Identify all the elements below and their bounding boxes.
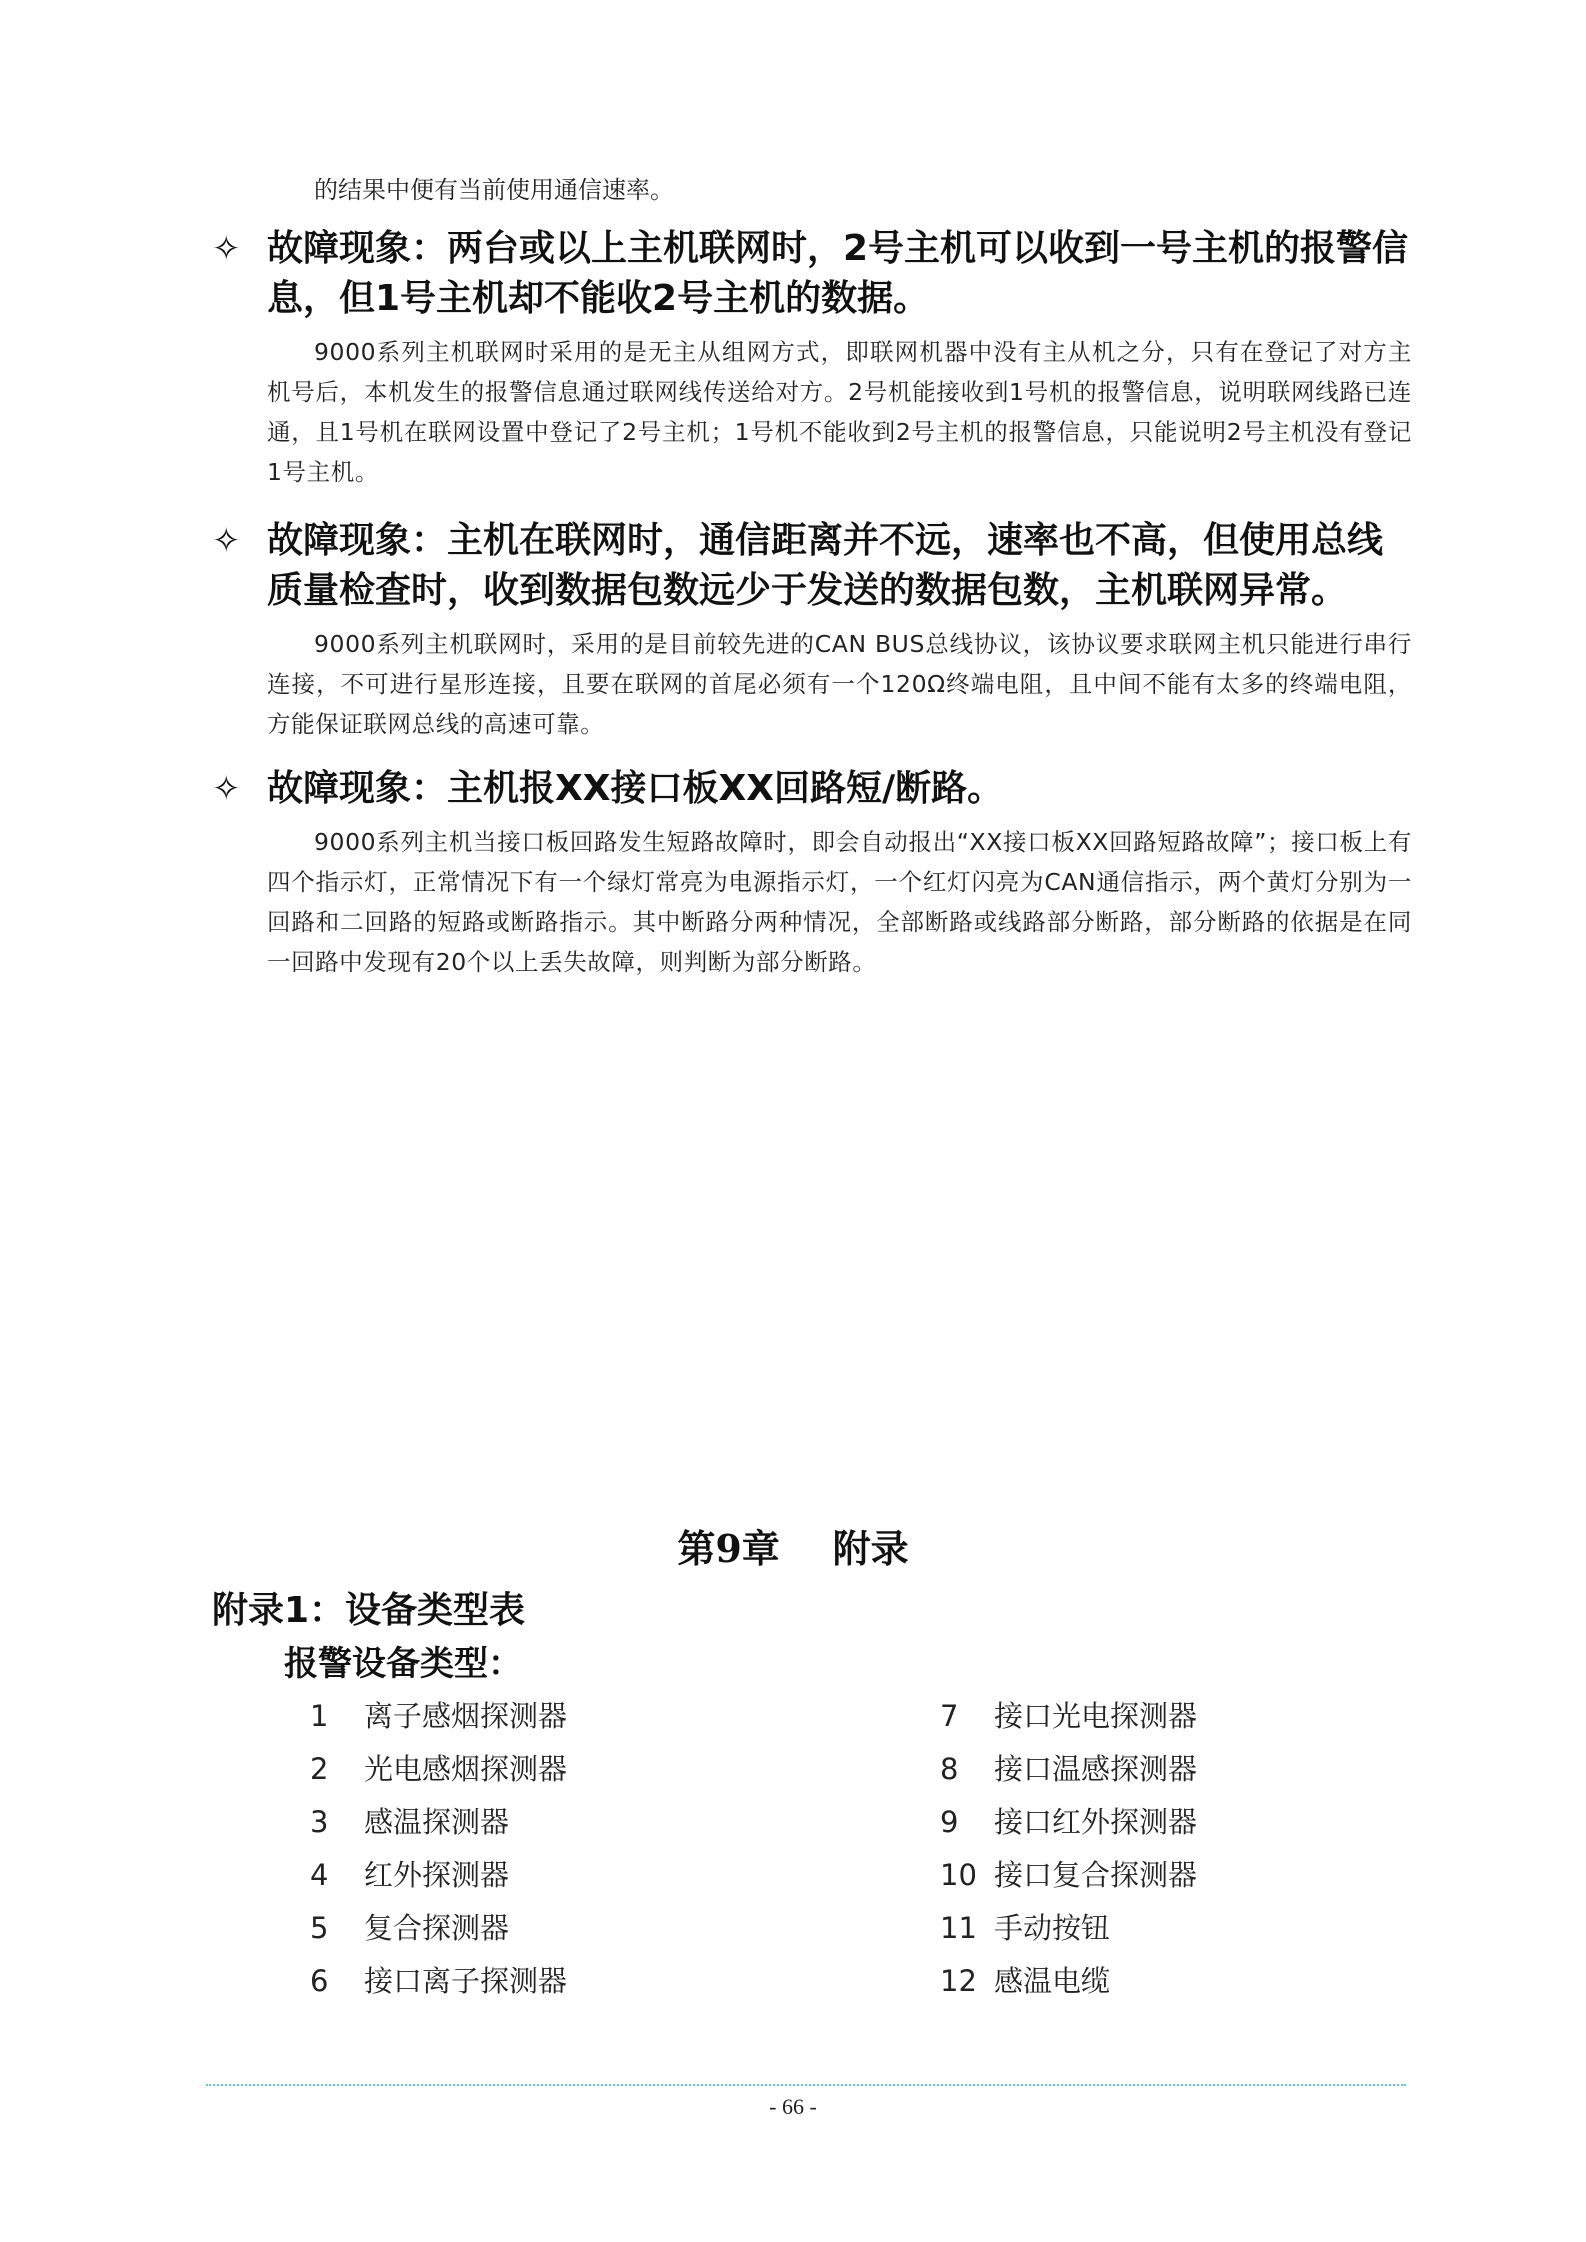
device-list-right [940,1696,1440,2014]
list-item [310,1749,810,1802]
list-item [940,1696,1440,1749]
device-number: 5 [310,1911,329,1945]
diamond-bullet-icon: ✧ [212,769,241,809]
list-item [940,1802,1440,1855]
device-number: 8 [940,1752,959,1786]
footer-divider [206,2084,1406,2086]
device-number: 12 [940,1964,977,1998]
fault-title-text-2: 故障现象：主机在联网时，通信距离并不远，速率也不高，但使用总线质量检查时，收到数据包数远少于发送的数据包数，主机联网异常。 [267,520,1384,611]
page-number: - 66 - [769,2094,817,2119]
fault-body-3: 9000系列主机当接口板回路发生短路故障时，即会自动报出“XX接口板XX回路短路故障”；接口板上有四个指示灯，正常情况下有一个绿灯常亮为电源指示灯，一个红灯闪亮为CAN通信指示，两个黄灯分别为一回路和二回路的短路或断路指示。其中断路分两种情况，全部断路或线路部分断路，部分断路的依据是在同一回路中发现有20个以上丢失故障，则判断为部分断路。 [267,828,1412,976]
device-name: 红外探测器 [364,1858,510,1892]
appendix-title: 附录1：设备类型表 [212,1590,526,1631]
list-item [940,1961,1440,2014]
device-number: 4 [310,1858,329,1892]
fault-title-2 [212,516,1412,616]
device-name: 接口复合探测器 [994,1858,1198,1892]
fault-item-2 [212,516,1412,744]
device-name: 接口光电探测器 [994,1699,1198,1733]
device-number: 1 [310,1699,329,1733]
list-item [310,1802,810,1855]
device-list-left [310,1696,810,2014]
list-item [940,1749,1440,1802]
device-number: 2 [310,1752,329,1786]
fault-body-1: 9000系列主机联网时采用的是无主从组网方式，即联网机器中没有主从机之分，只有在登记了对方主机号后，本机发生的报警信息通过联网线传送给对方。2号机能接收到1号机的报警信息，说明联网线路已连通，且1号机在联网设置中登记了2号主机；1号机不能收到2号主机的报警信息，只能说明2号主机没有登记1号主机。 [267,338,1412,486]
chapter-title: 第9章 附录 [677,1526,909,1571]
fault-item-3 [212,764,1412,982]
list-item [940,1908,1440,1961]
device-number: 9 [940,1805,959,1839]
list-item [310,1855,810,1908]
diamond-bullet-icon: ✧ [212,229,241,269]
fault-title-text-3: 故障现象：主机报XX接口板XX回路短/断路。 [267,768,1004,809]
fault-title-text-1: 故障现象：两台或以上主机联网时，2号主机可以收到一号主机的报警信息，但1号主机却不能收2号主机的数据。 [267,228,1409,319]
device-number: 3 [310,1805,329,1839]
device-number: 7 [940,1699,959,1733]
device-name: 手动按钮 [994,1911,1111,1945]
device-name: 离子感烟探测器 [364,1699,568,1733]
fault-title-1 [212,224,1412,324]
device-name: 光电感烟探测器 [364,1752,568,1786]
list-item [310,1961,810,2014]
device-name: 接口离子探测器 [364,1964,568,1998]
intro-text: 的结果中便有当前使用通信速率。 [314,176,674,204]
fault-body-2: 9000系列主机联网时，采用的是目前较先进的CAN BUS总线协议，该协议要求联网主机只能进行串行连接，不可进行星形连接，且要在联网的首尾必须有一个120Ω终端电阻，且中间不能有太多的终端电阻，方能保证联网总线的高速可靠。 [267,630,1412,738]
device-name: 复合探测器 [364,1911,510,1945]
device-name: 感温电缆 [994,1964,1111,1998]
list-item [310,1908,810,1961]
device-number: 6 [310,1964,329,1998]
device-name: 接口温感探测器 [994,1752,1198,1786]
device-number: 10 [940,1858,977,1892]
appendix-subtitle: 报警设备类型： [284,1644,522,1684]
device-name: 感温探测器 [364,1805,510,1839]
fault-item-1 [212,224,1412,492]
device-name: 接口红外探测器 [994,1805,1198,1839]
list-item [940,1855,1440,1908]
fault-title-3 [212,764,1412,814]
diamond-bullet-icon: ✧ [212,521,241,561]
device-number: 11 [940,1911,977,1945]
list-item [310,1696,810,1749]
